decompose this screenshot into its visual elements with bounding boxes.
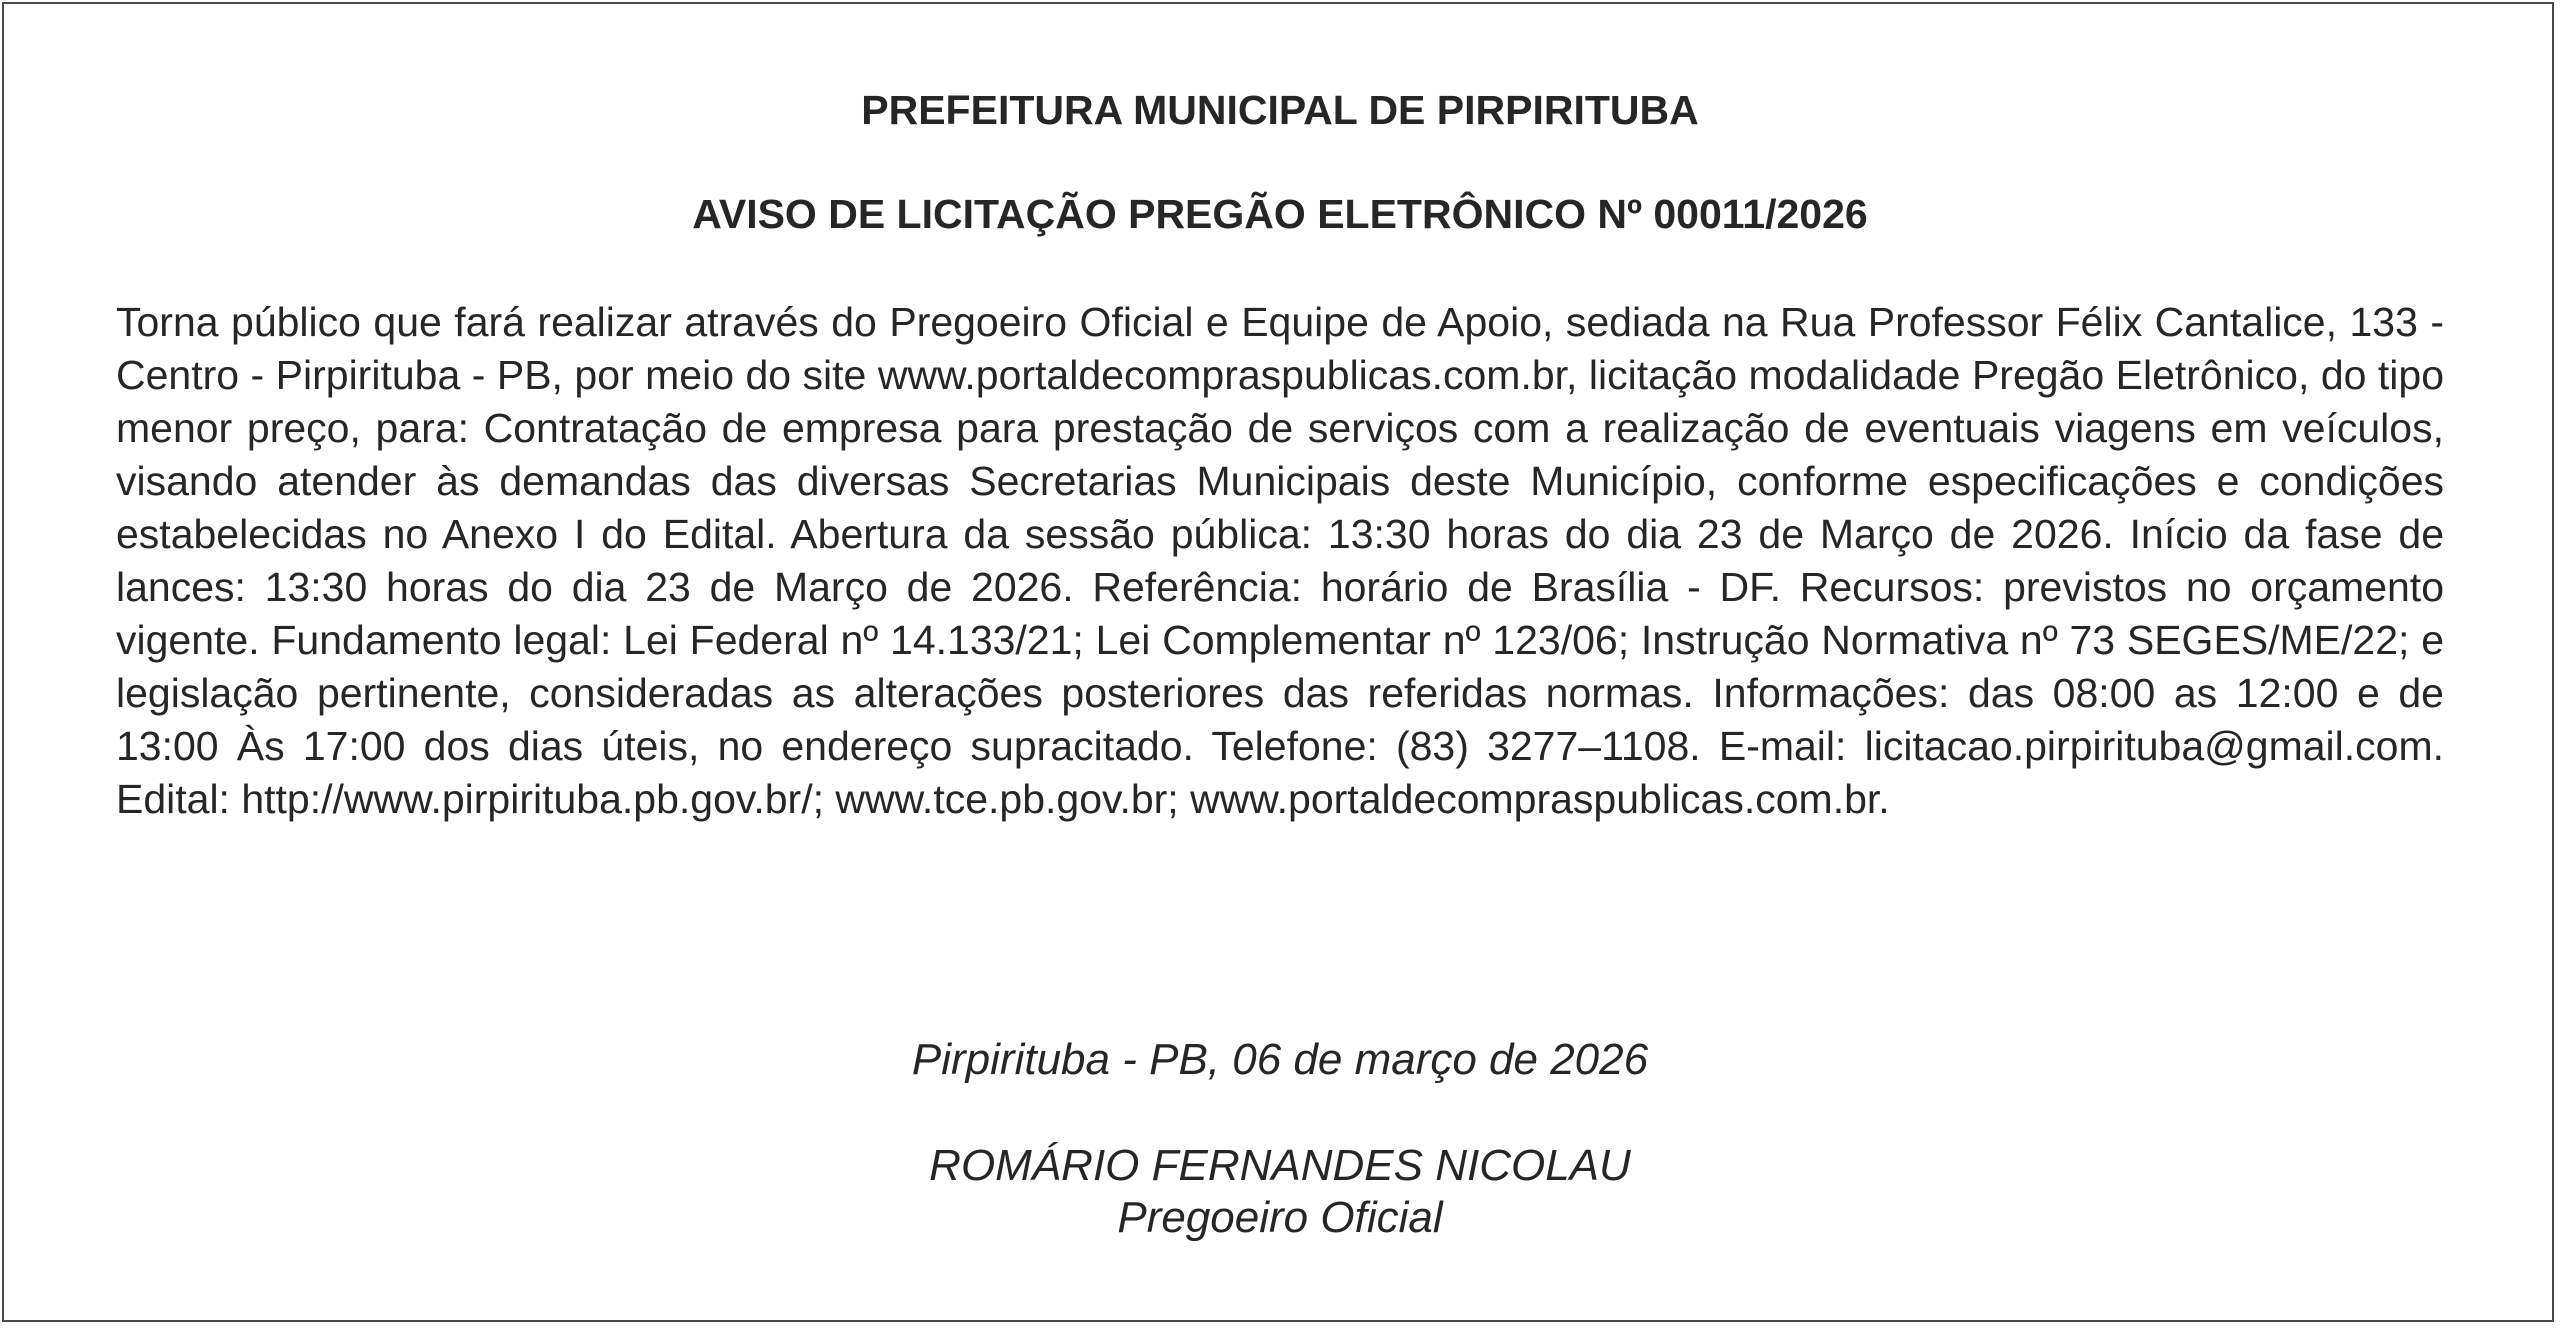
signer-name: ROMÁRIO FERNANDES NICOLAU: [929, 1141, 1631, 1190]
notice-body: Torna público que fará realizar através do Pregoeiro Oficial e Equipe de Apoio, sediada na Rua Professor Félix Cantalice, 133 - Centro - Pirpirituba - PB, por meio do site www.portaldecompraspublicas.com.br, licitação modalidade Pregão Eletrônico, do tipo menor preço, para: Contratação de empresa para prestação de serviços com a realização de eventuais viagens em veículos, visando atender às demandas das diversas Secretarias Municipais deste Município, conforme especificações e condições estabelecidas no Anexo I do Edital. Abertura da sessão pública: 13:30 horas do dia 23 de Março de 2026. Início da fase de lances: 13:30 horas do dia 23 de Março de 2026. Referência: horário de Brasília - DF. Recursos: previstos no orçamento vigente. Fundamento legal: Lei Federal nº 14.133/21; Lei Complementar nº 123/06; Instrução Normativa nº 73 SEGES/ME/22; e legislação pertinente, consideradas as alterações posteriores das referidas normas. Informações: das 08:00 as 12:00 e de 13:00 Às 17:00 dos dias úteis, no endereço supracitado. Telefone: (83) 3277–1108. E-mail: licitacao.pirpirituba@gmail.com. Edital: http://www.pirpirituba.pb.gov.br/; www.tce.pb.gov.br; www.portaldecompraspublicas.com.br.: [116, 299, 2444, 822]
place-date: Pirpirituba - PB, 06 de março de 2026: [911, 1035, 1649, 1084]
signer-role: Pregoeiro Oficial: [1117, 1193, 1443, 1242]
organization-title: PREFEITURA MUNICIPAL DE PIRPIRITUBA: [861, 87, 1699, 133]
notice-title: AVISO DE LICITAÇÃO PREGÃO ELETRÔNICO Nº 00011/2026: [692, 191, 1868, 237]
